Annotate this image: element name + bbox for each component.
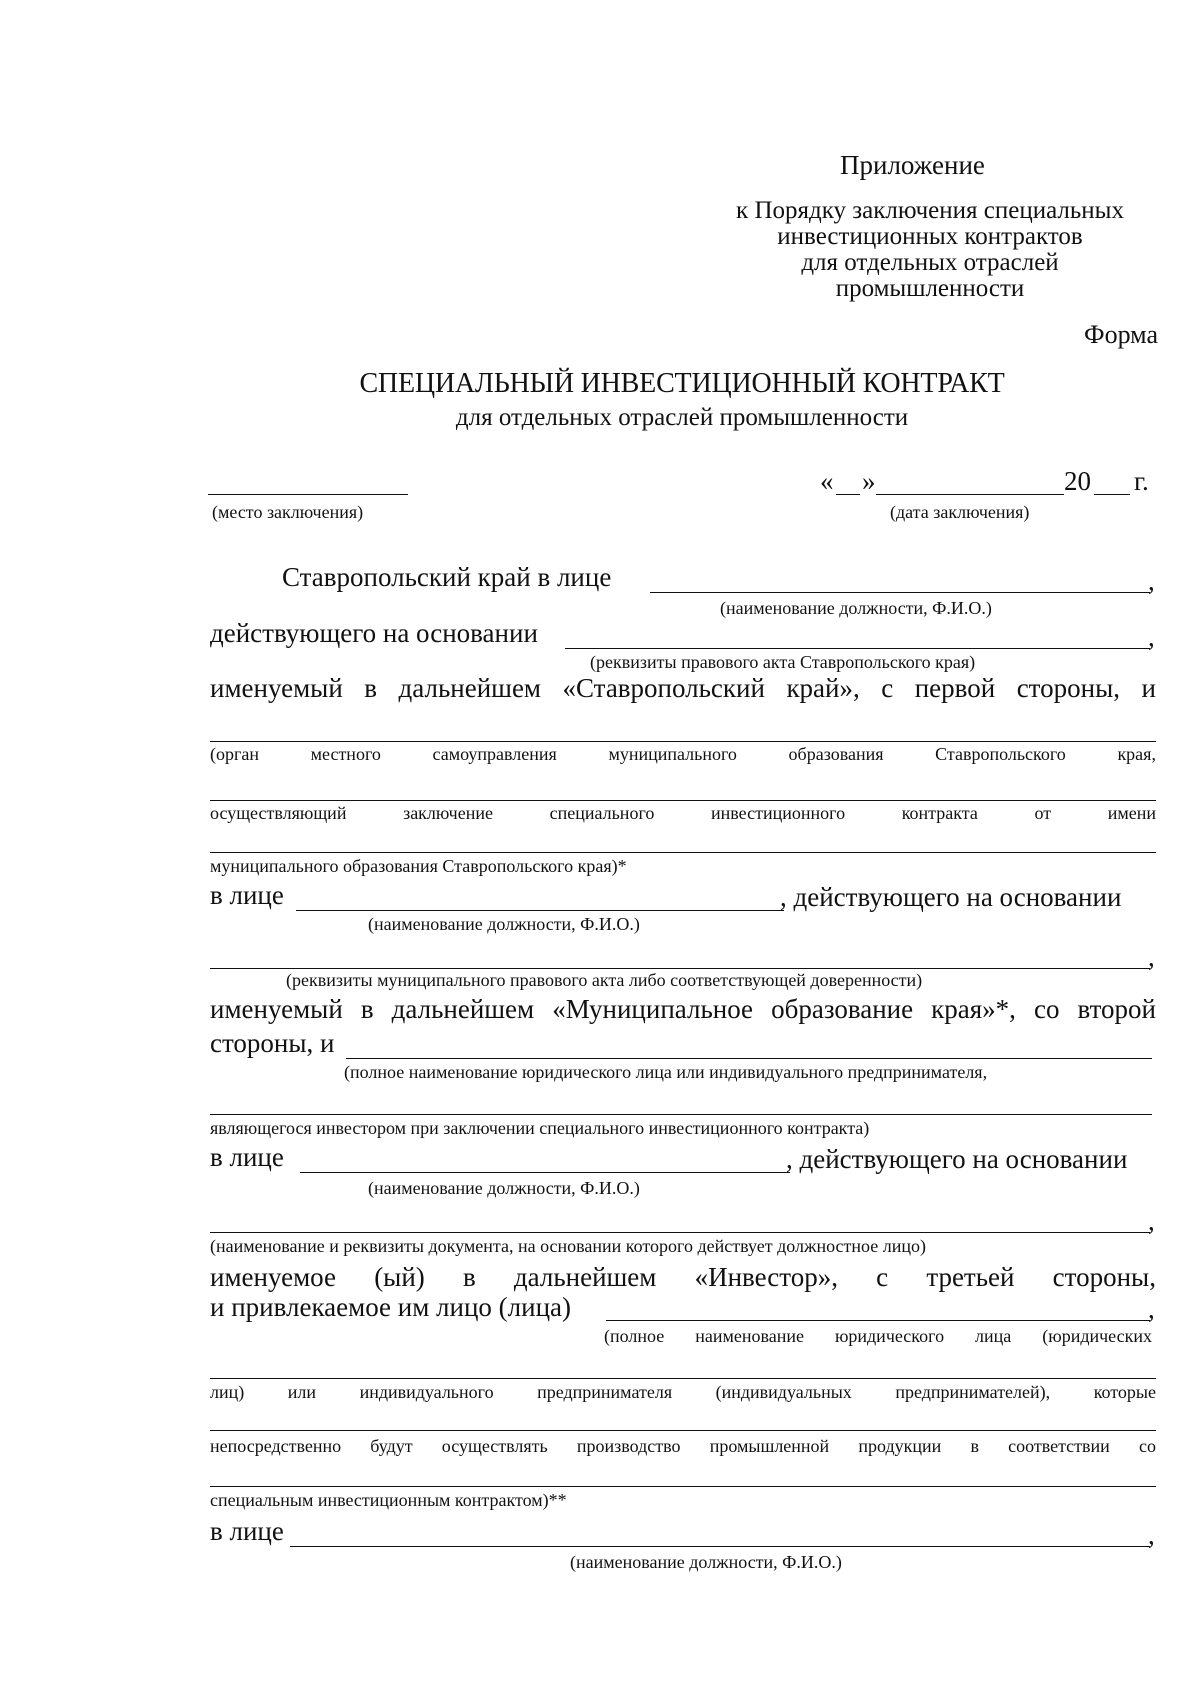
party1-basis: действующего на основании — [210, 618, 538, 648]
party2-acting: , действующего на основании — [780, 882, 1122, 912]
party3-doc-blank — [210, 1232, 1150, 1233]
month-blank — [876, 494, 1064, 495]
party2-act-caption: (реквизиты муниципального правового акта либо соответствующей доверенности) — [286, 970, 923, 990]
party1-intro: Ставропольский край в лице — [282, 562, 612, 592]
party2-body-blank-2 — [210, 800, 1156, 801]
word: край», — [786, 673, 860, 703]
word: непосредственно — [210, 1436, 342, 1456]
party4-name-blank-4 — [210, 1486, 1156, 1487]
word: с — [876, 1262, 889, 1292]
party4-name-blank-2 — [210, 1378, 1156, 1379]
party3-in-person: в лице — [210, 1142, 284, 1172]
party2-caption-row1 — [210, 744, 1156, 765]
word: которые — [1093, 1382, 1156, 1402]
appendix-ref-line-2: инвестиционных контрактов — [777, 223, 1083, 250]
word: и — [1141, 673, 1156, 703]
party3-attracted: и привлекаемое им лицо (лица) — [210, 1292, 572, 1322]
party3-doc-caption: (наименование и реквизиты документа, на основании которого действует должностное лицо) — [210, 1236, 926, 1256]
word: муниципального — [608, 744, 737, 764]
word: именуемое — [210, 1262, 336, 1292]
comma: , — [1148, 566, 1155, 596]
word: продукции — [858, 1436, 942, 1456]
place-caption: (место заключения) — [212, 502, 364, 522]
party4-in-person: в лице — [210, 1516, 284, 1546]
party4-fio-blank — [290, 1546, 1150, 1547]
party4-name-blank — [606, 1320, 1150, 1321]
date-caption: (дата заключения) — [890, 502, 1030, 522]
word: (индивидуальных — [715, 1382, 852, 1402]
word: (ый) — [374, 1262, 425, 1292]
word: образования — [788, 744, 884, 764]
party4-caption-row3 — [210, 1436, 1156, 1457]
word: со — [1138, 1436, 1156, 1456]
party3-fio-caption: (наименование должности, Ф.И.О.) — [368, 1178, 640, 1198]
word: (орган — [210, 744, 259, 764]
party4-name-blank-3 — [210, 1430, 1156, 1431]
party2-caption-row3: муниципального образования Ставропольского края)* — [210, 856, 627, 876]
document-title: СПЕЦИАЛЬНЫЙ ИНВЕСТИЦИОННЫЙ КОНТРАКТ — [359, 368, 1005, 399]
party3-acting: , действующего на основании — [786, 1144, 1128, 1174]
word: заключение — [403, 803, 493, 823]
word: предпринимателей), — [895, 1382, 1051, 1402]
form-label: Форма — [1084, 320, 1158, 349]
word: третьей — [926, 1262, 1015, 1292]
year-prefix: 20 — [1064, 466, 1091, 496]
word: дальнейшем — [513, 1262, 657, 1292]
party3-name-blank-2 — [210, 1114, 1152, 1115]
party4-fio-caption: (наименование должности, Ф.И.О.) — [570, 1552, 842, 1572]
word: специального — [549, 803, 655, 823]
party1-basis-blank — [565, 648, 1150, 649]
word: будут — [370, 1436, 413, 1456]
year-blank — [1094, 494, 1130, 495]
word: осуществлять — [441, 1436, 548, 1456]
word: с — [881, 673, 894, 703]
party2-body-blank-3 — [210, 852, 1156, 853]
comma: , — [1148, 942, 1155, 972]
comma: , — [1148, 622, 1155, 652]
comma: , — [1148, 1294, 1155, 1324]
word: в — [970, 1436, 979, 1456]
word: дальнейшем — [398, 673, 542, 703]
comma: , — [1148, 1520, 1155, 1550]
word: или — [287, 1382, 317, 1402]
word: производство — [576, 1436, 681, 1456]
party3-caption-row2: являющегося инвестором при заключении специального инвестиционного контракта) — [210, 1118, 870, 1138]
place-blank — [208, 494, 408, 495]
day-blank — [836, 494, 860, 495]
party4-caption-row2 — [210, 1382, 1156, 1403]
party3-caption-row1: (полное наименование юридического лица или индивидуального предпринимателя, — [344, 1062, 988, 1082]
word: «Инвестор», — [694, 1262, 838, 1292]
party1-fio-blank — [650, 592, 1150, 593]
document-subtitle: для отдельных отраслей промышленности — [455, 404, 909, 431]
party1-basis-caption: (реквизиты правового акта Ставропольского края) — [590, 652, 976, 672]
word: «Ставропольский — [562, 673, 765, 703]
party1-fio-caption: (наименование должности, Ф.И.О.) — [720, 598, 992, 618]
word: Ставропольского — [935, 744, 1066, 764]
party3-name-blank — [346, 1058, 1152, 1059]
word: края, — [1117, 744, 1156, 764]
word: промышленной — [709, 1436, 830, 1456]
word: осуществляющий — [210, 803, 347, 823]
party2-body-blank-1 — [210, 741, 1156, 742]
appendix-ref-line-3: для отдельных отраслей — [801, 249, 1059, 276]
word: контракта — [901, 803, 978, 823]
word: самоуправления — [432, 744, 557, 764]
word: стороны, — [1016, 673, 1120, 703]
word: первой — [914, 673, 996, 703]
word: инвестиционного — [711, 803, 846, 823]
party2-fio-blank — [296, 910, 784, 911]
year-suffix: г. — [1134, 466, 1149, 496]
word: в — [364, 673, 378, 703]
appendix-label: Приложение — [840, 150, 985, 180]
word: предпринимателя — [537, 1382, 673, 1402]
appendix-ref-line-1: к Порядку заключения специальных — [736, 197, 1124, 224]
party2-sides: стороны, и — [210, 1028, 335, 1058]
word: индивидуального — [359, 1382, 494, 1402]
party1-named-line — [210, 673, 1156, 704]
word: в — [462, 1262, 476, 1292]
word: соответствии — [1008, 1436, 1110, 1456]
word: местного — [310, 744, 381, 764]
party2-act-blank — [210, 968, 1150, 969]
party2-caption-row2 — [210, 803, 1156, 824]
appendix-ref-line-4: промышленности — [835, 275, 1025, 302]
party2-in-person: в лице — [210, 880, 284, 910]
party4-caption-row1: (полное наименование юридического лица (юридических — [604, 1326, 1152, 1346]
word: стороны, — [1052, 1262, 1156, 1292]
comma: , — [1148, 1206, 1155, 1236]
party3-fio-blank — [300, 1172, 790, 1173]
party2-fio-caption: (наименование должности, Ф.И.О.) — [368, 914, 640, 934]
date-open-quote: « — [820, 466, 834, 496]
word: имени — [1107, 803, 1156, 823]
word: от — [1034, 803, 1052, 823]
party4-caption-row4: специальным инвестиционным контрактом)** — [210, 1490, 567, 1510]
date-close-quote: » — [862, 466, 876, 496]
word: лиц) — [210, 1382, 245, 1402]
party2-named: именуемый в дальнейшем «Муниципальное образование края»*, со второй — [210, 994, 1156, 1024]
word: именуемый — [210, 673, 343, 703]
party3-named-line — [210, 1262, 1156, 1293]
